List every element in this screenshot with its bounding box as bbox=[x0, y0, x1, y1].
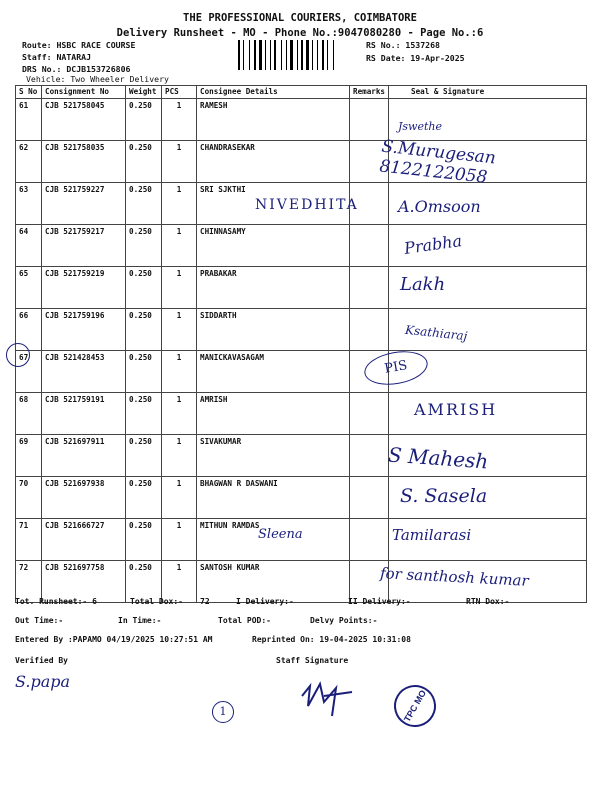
table-row bbox=[16, 225, 587, 267]
barcode-bar bbox=[301, 40, 303, 70]
barcode-bar bbox=[259, 40, 262, 70]
cell-pcs: 1 bbox=[162, 141, 197, 183]
cell-sno: 64 bbox=[16, 225, 42, 267]
cell-weight: 0.250 bbox=[126, 225, 162, 267]
row-67-circle bbox=[6, 343, 30, 367]
cell-weight: 0.250 bbox=[126, 519, 162, 561]
route-label: Route: HSBC RACE COURSE bbox=[22, 40, 136, 50]
col-consignee: Consignee Details bbox=[197, 86, 350, 99]
barcode-bar bbox=[281, 40, 282, 70]
barcode bbox=[238, 40, 350, 70]
barcode-bar bbox=[312, 40, 313, 70]
receiver-name-63: NIVEDHITA bbox=[255, 197, 359, 213]
in-time: In Time:- bbox=[118, 616, 162, 625]
total-dox-label: Total Dox:- bbox=[130, 597, 183, 606]
staff-label: Staff: NATARAJ bbox=[22, 52, 92, 62]
drs-label: DRS No.: DCJB153726806 bbox=[22, 64, 131, 74]
barcode-bar bbox=[265, 40, 266, 70]
cell-remarks bbox=[350, 393, 389, 435]
cell-pcs: 1 bbox=[162, 477, 197, 519]
cell-consignee: SRI SJKTHI bbox=[197, 183, 350, 225]
cell-consignment: CJB 521697911 bbox=[42, 435, 126, 477]
table-row bbox=[16, 393, 587, 435]
signature-70: S. Sasela bbox=[400, 485, 488, 507]
barcode-bar bbox=[238, 40, 240, 70]
cell-consignment: CJB 521758035 bbox=[42, 141, 126, 183]
barcode-bar bbox=[290, 40, 293, 70]
cell-weight: 0.250 bbox=[126, 99, 162, 141]
cell-consignee: RAMESH bbox=[197, 99, 350, 141]
table-row bbox=[16, 435, 587, 477]
signature-72: for santhosh kumar bbox=[379, 564, 530, 590]
cell-remarks bbox=[350, 477, 389, 519]
cell-consignee: SIVAKUMAR bbox=[197, 435, 350, 477]
cell-consignment: CJB 521759191 bbox=[42, 393, 126, 435]
barcode-bar bbox=[249, 40, 250, 70]
cell-pcs: 1 bbox=[162, 309, 197, 351]
barcode-bar bbox=[286, 40, 287, 70]
cell-remarks bbox=[350, 435, 389, 477]
cell-weight: 0.250 bbox=[126, 561, 162, 603]
cell-consignment: CJB 521758045 bbox=[42, 99, 126, 141]
total-pod: Total POD:- bbox=[218, 616, 271, 625]
signature-62: S.Murugesan 8122122058 bbox=[378, 136, 497, 188]
signature-66: Ksathiaraj bbox=[404, 322, 468, 344]
cell-consignee: BHAGWAN R DASWANI bbox=[197, 477, 350, 519]
table-header-row bbox=[16, 86, 587, 99]
ii-delivery: II Delivery:- bbox=[348, 597, 411, 606]
cell-consignment: CJB 521759219 bbox=[42, 267, 126, 309]
tpc-stamp: TPC MO bbox=[386, 677, 443, 734]
cell-sno: 68 bbox=[16, 393, 42, 435]
cell-consignee: MITHUN RAMDAS bbox=[197, 519, 350, 561]
cell-weight: 0.250 bbox=[126, 435, 162, 477]
col-pcs: PCS bbox=[162, 86, 197, 99]
signature-69: S Mahesh bbox=[387, 442, 490, 474]
out-time: Out Time:- bbox=[15, 616, 64, 625]
col-signature: Seal & Signature bbox=[389, 86, 587, 99]
cell-pcs: 1 bbox=[162, 393, 197, 435]
runsheet-subtitle: Delivery Runsheet - MO - Phone No.:9047080280 - Page No.:6 bbox=[116, 27, 484, 39]
cell-pcs: 1 bbox=[162, 267, 197, 309]
barcode-bar bbox=[333, 40, 334, 70]
cell-pcs: 1 bbox=[162, 183, 197, 225]
delvy-points: Delvy Points:- bbox=[310, 616, 378, 625]
cell-sno: 71 bbox=[16, 519, 42, 561]
cell-sno: 66 bbox=[16, 309, 42, 351]
cell-consignee: SIDDARTH bbox=[197, 309, 350, 351]
cell-weight: 0.250 bbox=[126, 141, 162, 183]
table-row bbox=[16, 267, 587, 309]
table-row bbox=[16, 309, 587, 351]
cell-consignee: PRABAKAR bbox=[197, 267, 350, 309]
signature-63: A.Omsoon bbox=[398, 197, 481, 216]
i-delivery: I Delivery:- bbox=[236, 597, 294, 606]
table-row bbox=[16, 351, 587, 393]
cell-sno: 63 bbox=[16, 183, 42, 225]
cell-weight: 0.250 bbox=[126, 267, 162, 309]
cell-remarks bbox=[350, 99, 389, 141]
col-weight: Weight bbox=[126, 86, 162, 99]
staff-signature-label: Staff Signature bbox=[276, 656, 349, 665]
cell-weight: 0.250 bbox=[126, 309, 162, 351]
col-remarks: Remarks bbox=[350, 86, 389, 99]
cell-sno: 61 bbox=[16, 99, 42, 141]
cell-sno: 62 bbox=[16, 141, 42, 183]
barcode-bar bbox=[274, 40, 276, 70]
cell-consignment: CJB 521697758 bbox=[42, 561, 126, 603]
barcode-bar bbox=[254, 40, 256, 70]
cell-remarks bbox=[350, 309, 389, 351]
signature-71: Tamilarasi bbox=[392, 526, 472, 544]
reprinted-on: Reprinted On: 19-04-2025 10:31:08 bbox=[252, 635, 411, 644]
signature-65: Lakh bbox=[400, 274, 446, 295]
tot-runsheet: Tot. Runsheet:- 6 bbox=[15, 597, 97, 606]
verifier-signature: S.papa bbox=[15, 672, 71, 691]
rtn-dox: RTN Dox:- bbox=[466, 597, 510, 606]
rs-number: RS No.: 1537268 bbox=[366, 40, 440, 50]
cell-consignment: CJB 521428453 bbox=[42, 351, 126, 393]
cell-pcs: 1 bbox=[162, 519, 197, 561]
cell-weight: 0.250 bbox=[126, 477, 162, 519]
staff-signature-scribble bbox=[296, 676, 362, 720]
signature-68: AMRISH bbox=[414, 400, 498, 419]
cell-remarks bbox=[350, 267, 389, 309]
signature-61: Jswethe bbox=[398, 120, 442, 133]
cell-sno: 65 bbox=[16, 267, 42, 309]
receiver-name-71: Sleena bbox=[258, 527, 303, 542]
col-sno: S No bbox=[16, 86, 42, 99]
cell-weight: 0.250 bbox=[126, 183, 162, 225]
table-row bbox=[16, 477, 587, 519]
note-67: PIS bbox=[362, 347, 431, 390]
barcode-bar bbox=[270, 40, 271, 70]
signature-64: Prabha bbox=[402, 231, 464, 258]
cell-sno: 67 bbox=[16, 351, 42, 393]
cell-pcs: 1 bbox=[162, 435, 197, 477]
vehicle-label: Vehicle: Two Wheeler Delivery bbox=[26, 74, 169, 84]
cell-sno: 72 bbox=[16, 561, 42, 603]
barcode-bar bbox=[306, 40, 309, 70]
total-dox-value: 72 bbox=[200, 597, 210, 606]
barcode-bar bbox=[297, 40, 298, 70]
cell-consignee: SANTOSH KUMAR bbox=[197, 561, 350, 603]
barcode-bar bbox=[322, 40, 324, 70]
cell-pcs: 1 bbox=[162, 561, 197, 603]
barcode-bar bbox=[243, 40, 244, 70]
cell-consignee: AMRISH bbox=[197, 393, 350, 435]
entered-by: Entered By :PAPAMO 04/19/2025 10:27:51 AM bbox=[15, 635, 213, 644]
cell-consignment: CJB 521759196 bbox=[42, 309, 126, 351]
cell-consignment: CJB 521759217 bbox=[42, 225, 126, 267]
page-mark-circle: 1 bbox=[212, 701, 234, 723]
cell-consignment: CJB 521697938 bbox=[42, 477, 126, 519]
verified-by-label: Verified By bbox=[15, 656, 68, 665]
cell-remarks bbox=[350, 519, 389, 561]
cell-weight: 0.250 bbox=[126, 351, 162, 393]
cell-consignee: CHINNASAMY bbox=[197, 225, 350, 267]
cell-pcs: 1 bbox=[162, 225, 197, 267]
company-title: THE PROFESSIONAL COURIERS, COIMBATORE bbox=[183, 12, 417, 24]
barcode-bar bbox=[317, 40, 318, 70]
cell-remarks bbox=[350, 225, 389, 267]
cell-sno: 70 bbox=[16, 477, 42, 519]
cell-consignment: CJB 521666727 bbox=[42, 519, 126, 561]
cell-pcs: 1 bbox=[162, 351, 197, 393]
rs-date: RS Date: 19-Apr-2025 bbox=[366, 53, 465, 63]
cell-sno: 69 bbox=[16, 435, 42, 477]
cell-weight: 0.250 bbox=[126, 393, 162, 435]
barcode-bar bbox=[327, 40, 328, 70]
col-consignment: Consignment No bbox=[42, 86, 126, 99]
cell-pcs: 1 bbox=[162, 99, 197, 141]
cell-consignee: CHANDRASEKAR bbox=[197, 141, 350, 183]
table-row bbox=[16, 99, 587, 141]
cell-consignment: CJB 521759227 bbox=[42, 183, 126, 225]
cell-consignee: MANICKAVASAGAM bbox=[197, 351, 350, 393]
